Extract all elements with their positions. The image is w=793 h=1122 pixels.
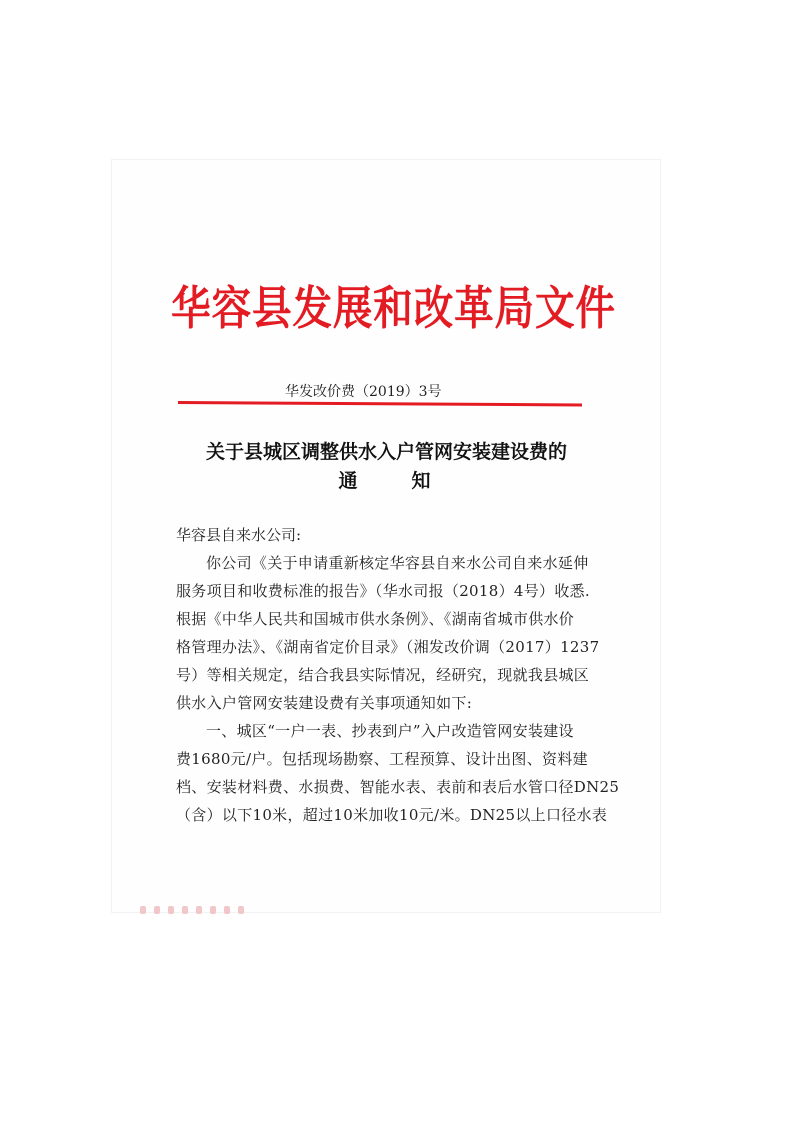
notice-title-line-1: 关于县城区调整供水入户管网安装建设费的 <box>205 441 567 463</box>
body-line: 一、城区“一户一表、抄表到户”入户改造管网安装建设 <box>206 722 574 740</box>
document-number: 华发改价费（2019）3号 <box>285 384 442 400</box>
body-line: 费1680元/户。包括现场勘察、工程预算、设计出图、资料建 <box>176 750 588 768</box>
notice-title-char-2: 知 <box>411 470 431 492</box>
notice-title-line-2 <box>0 466 781 493</box>
body-line: 档、安装材料费、水损费、智能水表、表前和表后水管口径DN25 <box>176 778 620 796</box>
body-line: 号）等相关规定，结合我县实际情况，经研究，现就我县城区 <box>176 666 590 684</box>
body-line: （含）以下10米，超过10米加收10元/米。DN25以上口径水表 <box>176 806 608 824</box>
addressee: 华容县自来水公司: <box>176 526 302 544</box>
body-line: 供水入户管网安装建设费有关事项通知如下: <box>176 694 473 712</box>
body-line: 你公司《关于申请重新核定华容县自来水公司自来水延伸 <box>206 554 589 572</box>
body-line: 格管理办法》、《湖南省定价目录》（湘发改价调（2017）1237 <box>176 638 600 656</box>
scan-artifact-marks <box>140 906 260 918</box>
notice-title-char-1: 通 <box>338 470 412 492</box>
body-line: 服务项目和收费标准的报告》（华水司报（2018）4号）收悉. <box>176 582 590 600</box>
body-line: 根据《中华人民共和国城市供水条例》、《湖南省城市供水价 <box>176 610 575 628</box>
document-header-title: 华容县发展和改革局文件 <box>171 281 616 335</box>
